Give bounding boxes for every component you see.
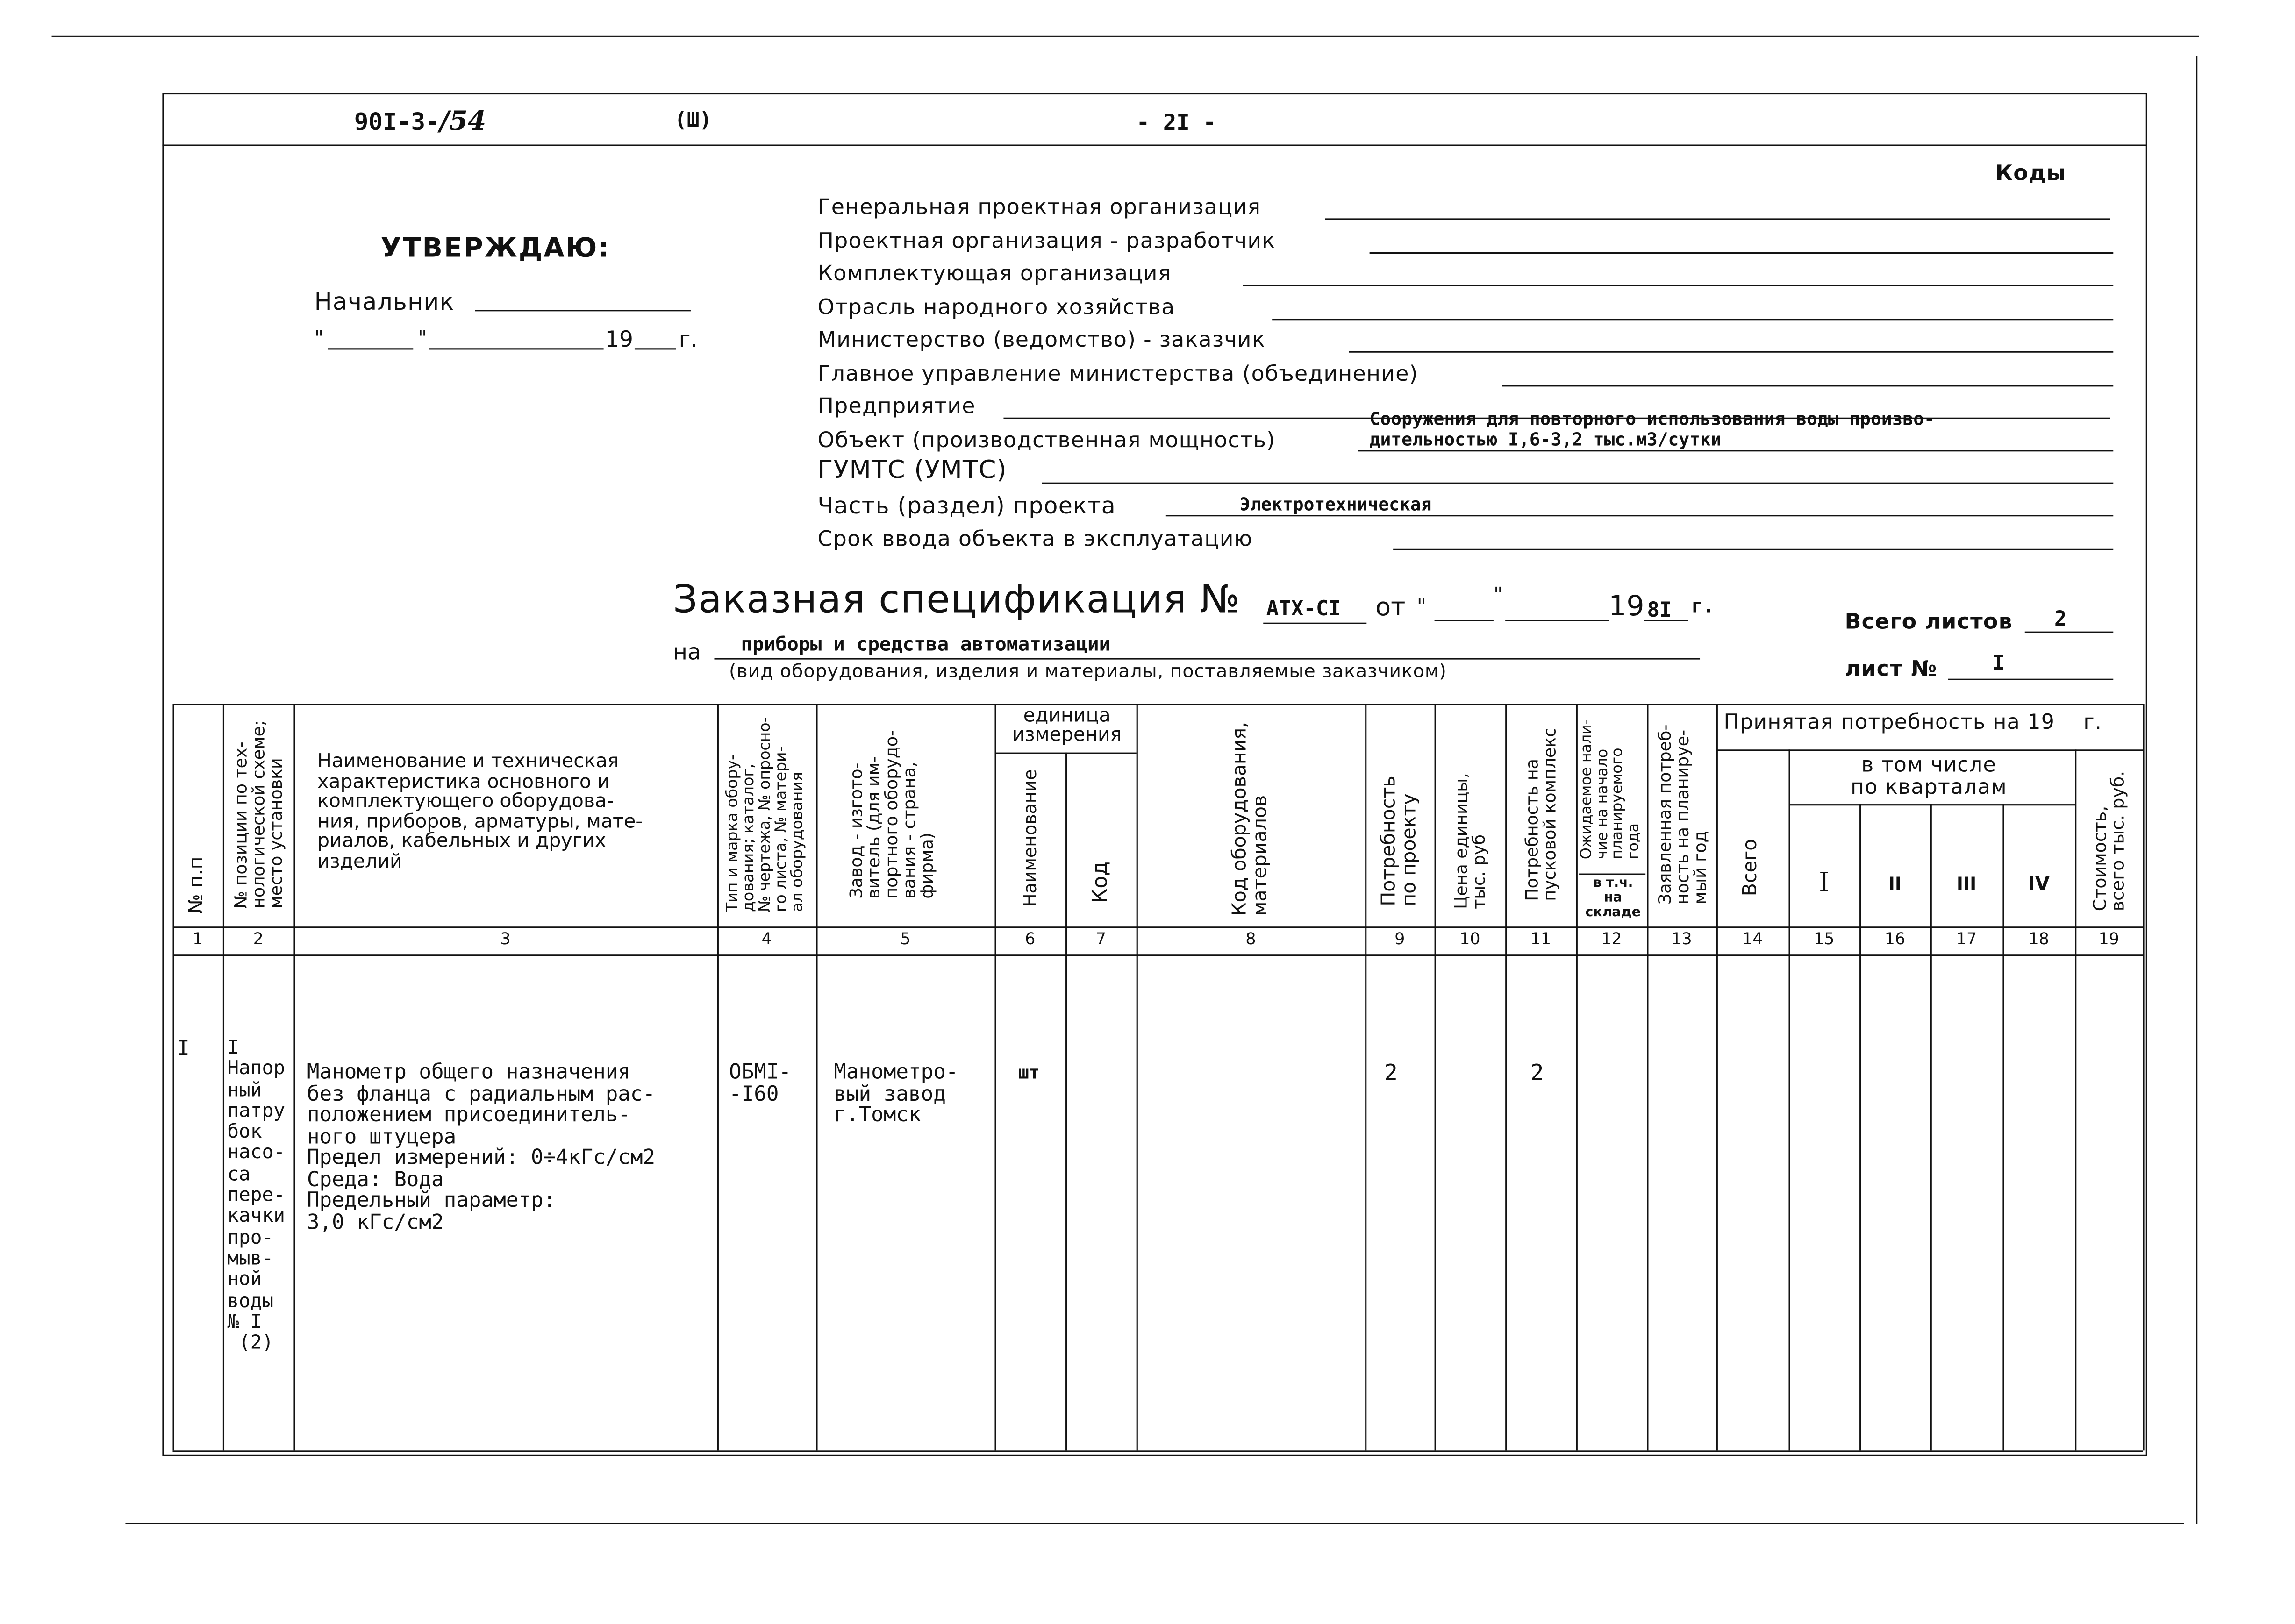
- field-object-label: Объект (производственная мощность): [817, 429, 1276, 453]
- header-price: Цена единицы, тыс. руб: [1451, 773, 1489, 909]
- col-line: [1930, 804, 1932, 1450]
- col-line: [1137, 704, 1138, 1450]
- head-label: Начальник: [314, 287, 455, 316]
- spec-from-label: от: [1375, 593, 1406, 623]
- field-ministry-label: Министерство (ведомство) - заказчик: [817, 329, 1265, 353]
- field-term-label: Срок ввода объекта в эксплуатацию: [817, 528, 1253, 552]
- volume-mark: (Ш): [674, 109, 712, 133]
- header-expected: Ожидаемое нали- чие на начало планируемого года: [1579, 719, 1642, 860]
- col-line: [1505, 704, 1507, 1450]
- approve-title: УТВЕРЖДАЮ:: [380, 233, 611, 264]
- spec-year-prefix: 19: [1609, 590, 1644, 623]
- codes-label: Коды: [1995, 162, 2066, 186]
- spec-month-line: [1505, 620, 1609, 621]
- col-line: [1716, 704, 1718, 1450]
- colnum: 6: [1025, 929, 1036, 949]
- page-number: - 2I -: [1136, 109, 1216, 136]
- header-num: № п.п: [186, 856, 208, 914]
- colnum: 2: [253, 929, 264, 949]
- field-general-org-label: Генеральная проектная организация: [817, 196, 1261, 220]
- colnum: 10: [1459, 929, 1480, 949]
- col-line: [1065, 753, 1067, 1451]
- colnum: 17: [1956, 929, 1977, 949]
- spec-day-line: [1435, 620, 1494, 621]
- bottom-rule: [125, 1523, 2184, 1524]
- field-gumts-label: ГУМТС (УМТС): [817, 456, 1008, 485]
- spec-quote-close: ": [1493, 584, 1503, 608]
- col-line: [1859, 804, 1861, 1450]
- spec-quote-open: ": [1416, 596, 1427, 620]
- col-line: [2143, 704, 2144, 1450]
- header-equip-code: Код оборудования, материалов: [1229, 721, 1273, 916]
- field-ministry-line: [1349, 351, 2113, 353]
- field-supply-org-line: [1243, 285, 2113, 286]
- spec-on-label: на: [673, 639, 701, 666]
- field-design-org-label: Проектная организация - разработчик: [817, 230, 1276, 254]
- colnum: 5: [900, 929, 911, 949]
- field-part-label: Часть (раздел) проекта: [817, 492, 1116, 520]
- col-line: [816, 704, 817, 1450]
- col-line: [1365, 704, 1366, 1450]
- col-line: [2075, 749, 2076, 1450]
- sheet-value: I: [1992, 652, 2005, 676]
- colnum: 7: [1095, 929, 1106, 949]
- colnum: 4: [761, 929, 772, 949]
- doc-number: [354, 106, 486, 137]
- spec-subject: приборы и средства автоматизации: [741, 634, 1111, 657]
- top-rule: [52, 36, 2199, 37]
- row-unit: шт: [1018, 1062, 1040, 1083]
- colnum: 14: [1742, 929, 1763, 949]
- spec-number: АТХ-CI: [1266, 597, 1341, 621]
- doc-number-handwritten: /54: [439, 106, 486, 137]
- field-object-value-1: Сооружения для повторного использования воды произво-: [1369, 408, 1935, 429]
- colnum: 19: [2098, 929, 2119, 949]
- field-industry-line: [1272, 319, 2113, 320]
- col-line: [994, 704, 996, 1450]
- field-part-line: [1166, 515, 2113, 516]
- header-q4: IV: [2028, 873, 2050, 896]
- row-maker: Манометро- вый завод г.Томск: [834, 1061, 958, 1127]
- head-signature-line: [475, 310, 691, 311]
- col-line: [717, 704, 719, 1450]
- field-object-value-2: дительностью I,6-3,2 тыс.м3/сутки: [1369, 429, 1722, 450]
- colnum-bottom-line: [172, 954, 2143, 956]
- col-line: [223, 704, 224, 1450]
- date-day-line: [328, 348, 413, 349]
- field-main-dept-line: [1502, 385, 2113, 386]
- header-need-startup: Потребность на пусковой комплекс: [1521, 727, 1560, 901]
- row-name: Манометр общего назначения без фланца с радиальным рас- положением присоединитель- ного штуцера Предел измерений: 0÷4кГс/см2 Среда: Вода Предельный параметр: 3,0 кГс/см2: [307, 1061, 656, 1234]
- header-quarter-group: в том числе по кварталам: [1851, 754, 2007, 800]
- colnum: 16: [1884, 929, 1905, 949]
- header-unit-name: Наименование: [1020, 769, 1041, 907]
- colnum: 12: [1601, 929, 1622, 949]
- col-line: [1788, 749, 1790, 1450]
- row-need-project: 2: [1384, 1059, 1398, 1086]
- header-q1: I: [1819, 867, 1830, 899]
- row-position: I Напор ный патру бок насо- са пере- качки про- мыв- ной воды № I (2): [227, 1037, 285, 1355]
- header-position: № позиции по тех- нологической схеме; место установки: [230, 720, 286, 909]
- total-sheets-value: 2: [2054, 608, 2067, 632]
- colnum: 8: [1245, 929, 1256, 949]
- header-q3: III: [1956, 873, 1977, 894]
- field-general-org-line: [1325, 218, 2110, 220]
- header-bottom-line: [172, 926, 2143, 928]
- right-rule: [2196, 56, 2197, 1524]
- colnum: 1: [193, 929, 203, 949]
- colnum: 15: [1814, 929, 1835, 949]
- field-gumts-line: [1042, 483, 2114, 484]
- header-cost: Стоимость, всего тыс. руб.: [2089, 770, 2128, 912]
- table-top-line: [172, 704, 2143, 705]
- field-main-dept-label: Главное управление министерства (объединение): [817, 363, 1418, 387]
- colnum: 3: [500, 929, 511, 949]
- colnum: 18: [2028, 929, 2049, 949]
- header-unit-code: Код: [1089, 861, 1113, 903]
- header-maker: Завод - изгото- витель (для им- портного оборудо- вания - страна, фирма): [845, 730, 937, 899]
- header-accepted-group: Принятая потребность на 19 г.: [1723, 711, 2102, 735]
- accepted-group-line: [1716, 749, 2143, 751]
- date-year-line: [635, 348, 676, 349]
- total-sheets-line: [2025, 632, 2113, 633]
- spec-number-line: [1263, 623, 1366, 624]
- header-declared: Заявленная потреб- ность на планируе- мый год: [1654, 724, 1711, 905]
- spec-year-suffix: г.: [1691, 596, 1715, 619]
- header-type: Тип и марка обору- дования; каталог, № чертежа, № опросно- го листа, № матери- ал оборудования: [723, 717, 807, 912]
- header-total: Всего: [1740, 839, 1762, 897]
- header-name: Наименование и техническая характеристика основного и комплектующего оборудова- ния, приборов, арматуры, мате- риалов, кабельных и других изделий: [317, 751, 643, 873]
- stock-split-line: [1579, 874, 1645, 875]
- colnum: 11: [1530, 929, 1551, 949]
- field-object-line: [1358, 450, 2113, 451]
- date-quote-open: ": [314, 328, 324, 351]
- total-sheets-label: Всего листов: [1845, 611, 2013, 634]
- field-part-value: Электротехническая: [1239, 494, 1432, 515]
- colnum: 13: [1671, 929, 1692, 949]
- date-quote-close: ": [417, 328, 428, 351]
- table-bottom-line: [172, 1450, 2143, 1452]
- col-line: [1576, 704, 1578, 1450]
- spec-title: Заказная спецификация №: [673, 578, 1241, 623]
- spec-year-value: 8I: [1647, 599, 1672, 623]
- header-divider: [162, 144, 2147, 146]
- header-q2: II: [1888, 873, 1902, 894]
- field-industry-label: Отрасль народного хозяйства: [817, 296, 1175, 321]
- row-need-startup: 2: [1530, 1059, 1544, 1086]
- colnum: 9: [1394, 929, 1405, 949]
- date-year-suffix: г.: [679, 326, 698, 353]
- header-in-stock: в т.ч. на складе: [1585, 876, 1641, 921]
- sheet-label: лист №: [1845, 658, 1938, 682]
- date-year-prefix: 19: [605, 326, 634, 353]
- field-term-line: [1393, 549, 2113, 550]
- doc-number-print: 90I-3-: [354, 107, 440, 136]
- col-line: [293, 704, 295, 1450]
- sheet-line: [1948, 679, 2114, 680]
- field-design-org-line: [1370, 252, 2114, 254]
- header-unit-group: единица измерения: [1012, 705, 1122, 747]
- date-month-line: [429, 348, 604, 349]
- col-line: [1647, 704, 1648, 1450]
- col-line: [172, 704, 174, 1450]
- spec-year-line: [1644, 620, 1688, 621]
- field-supply-org-label: Комплектующая организация: [817, 263, 1172, 286]
- field-enterprise-label: Предприятие: [817, 395, 976, 419]
- row-num: I: [177, 1037, 190, 1061]
- col-line: [2002, 804, 2004, 1450]
- row-type: ОБМI- -I60: [729, 1061, 792, 1106]
- spec-subject-caption: (вид оборудования, изделия и материалы, поставляемые заказчиком): [729, 659, 1447, 682]
- header-need-project: Потребность по проекту: [1378, 776, 1422, 906]
- col-line: [1435, 704, 1436, 1450]
